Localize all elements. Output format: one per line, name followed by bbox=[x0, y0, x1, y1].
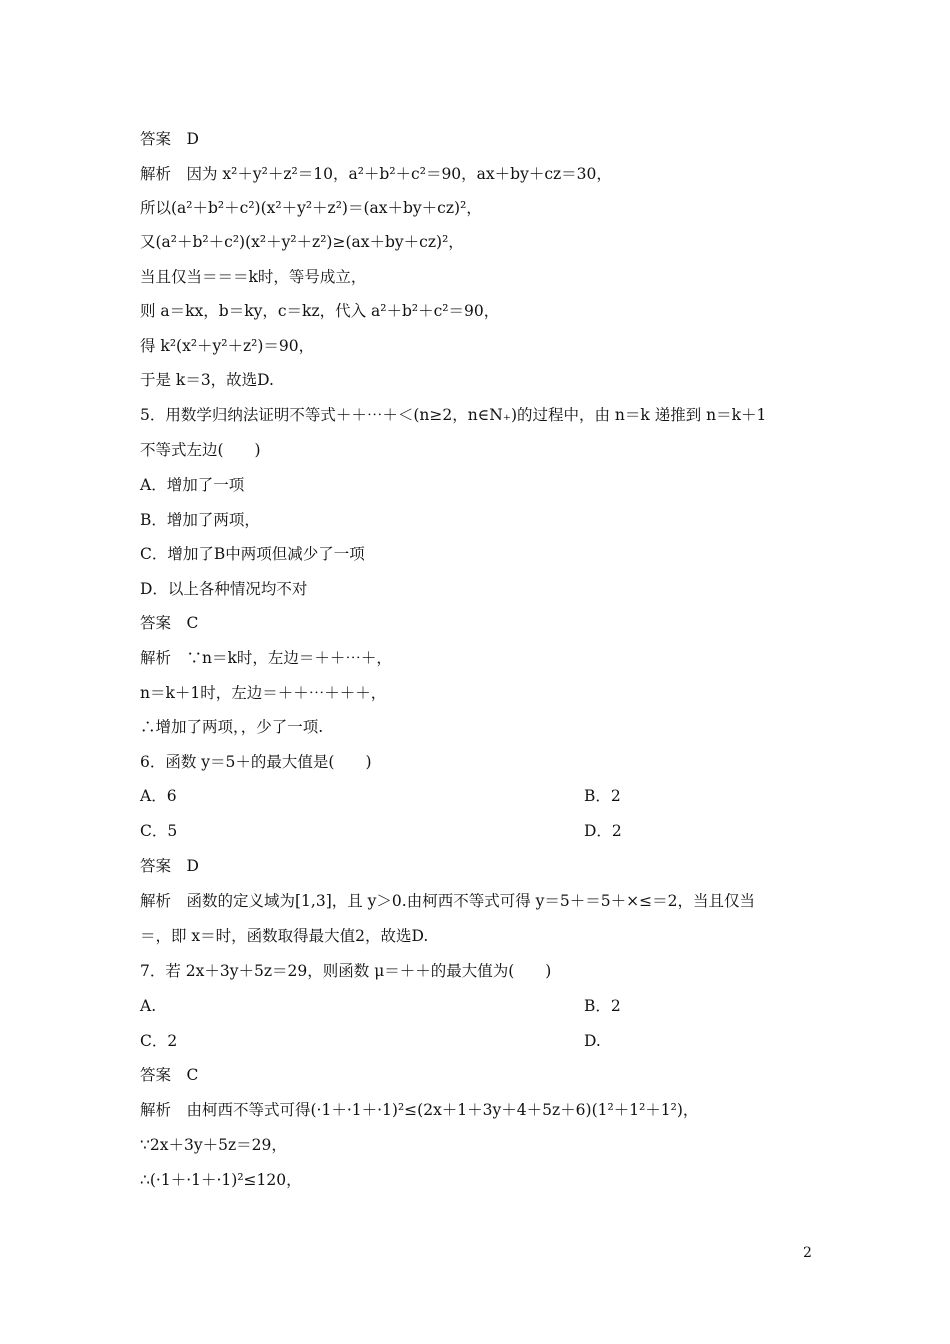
line-text: A．6 bbox=[140, 787, 177, 805]
text-line bbox=[140, 543, 365, 565]
line-text: 又(a²＋b²＋c²)(x²＋y²＋z²)≥(ax＋by＋cz)²， bbox=[140, 233, 464, 251]
line-text: n＝k＋1时，左边＝＋＋⋯＋＋＋， bbox=[140, 684, 387, 702]
line-text: 解析 函数的定义域为[1,3]，且 y＞0.由柯西不等式可得 y＝5＋＝5＋×≤＝2，当且仅当 bbox=[140, 892, 755, 910]
line-text: 答案 C bbox=[140, 1066, 199, 1084]
text-line bbox=[140, 925, 428, 947]
line-text: 不等式左边( ) bbox=[140, 441, 261, 459]
line-text: 答案 D bbox=[140, 130, 199, 148]
line-text: A．增加了一项 bbox=[140, 476, 245, 494]
line-text: ＝，即 x＝时，函数取得最大值2，故选D. bbox=[140, 927, 429, 945]
text-line bbox=[140, 369, 274, 391]
option-right: B．2 bbox=[584, 997, 621, 1015]
text-line bbox=[140, 439, 261, 461]
line-text: C．增加了B中两项但减少了一项 bbox=[140, 545, 365, 563]
text-line bbox=[140, 960, 551, 982]
text-line bbox=[140, 995, 621, 1017]
text-line bbox=[140, 163, 612, 185]
text-line bbox=[140, 785, 621, 807]
line-text: 5．用数学归纳法证明不等式＋＋⋯＋＜(n≥2，n∈N₊)的过程中，由 n＝k 递推到 n＝k＋1 bbox=[140, 406, 767, 424]
line-text: 6．函数 y＝5＋的最大值是( ) bbox=[140, 753, 372, 771]
text-line bbox=[140, 509, 260, 531]
line-text: 于是 k＝3，故选D. bbox=[140, 371, 274, 389]
line-text: 当且仅当＝＝＝k时，等号成立， bbox=[140, 268, 367, 286]
text-line bbox=[140, 820, 622, 842]
option-right: D. bbox=[584, 1032, 601, 1050]
text-line bbox=[140, 128, 199, 150]
line-text: 7．若 2x＋3y＋5z＝29，则函数 μ＝＋＋的最大值为( ) bbox=[140, 962, 552, 980]
line-text: ∴增加了两项，，少了一项. bbox=[140, 718, 324, 736]
text-line bbox=[140, 716, 323, 738]
line-text: B．增加了两项， bbox=[140, 511, 260, 529]
line-text: 解析 由柯西不等式可得(·1＋·1＋·1)²≤(2x＋1＋3y＋4＋5z＋6)(1²＋1²＋1²)， bbox=[140, 1101, 699, 1119]
text-line bbox=[140, 1030, 601, 1052]
line-text: C．5 bbox=[140, 822, 178, 840]
line-text: ∵2x＋3y＋5z＝29， bbox=[140, 1136, 287, 1154]
text-line bbox=[140, 855, 199, 877]
line-text: 答案 D bbox=[140, 857, 199, 875]
text-line bbox=[140, 1169, 302, 1191]
option-right: D．2 bbox=[584, 822, 622, 840]
line-text: 所以(a²＋b²＋c²)(x²＋y²＋z²)＝(ax＋by＋cz)²， bbox=[140, 199, 482, 217]
text-line bbox=[140, 647, 392, 669]
line-text: D．以上各种情况均不对 bbox=[140, 580, 308, 598]
text-line bbox=[140, 266, 366, 288]
text-line bbox=[140, 231, 464, 253]
text-line bbox=[140, 578, 307, 600]
line-text: 解析 ∵n＝k时，左边＝＋＋⋯＋， bbox=[140, 649, 392, 667]
line-text: ∴(·1＋·1＋·1)²≤120， bbox=[140, 1171, 302, 1189]
text-line bbox=[140, 474, 244, 496]
text-line bbox=[140, 1134, 287, 1156]
text-line bbox=[140, 404, 766, 426]
text-line bbox=[140, 751, 372, 773]
text-line bbox=[140, 682, 386, 704]
text-line bbox=[140, 890, 755, 912]
text-line bbox=[140, 1064, 198, 1086]
text-line bbox=[140, 300, 499, 322]
option-right: B．2 bbox=[584, 787, 621, 805]
line-text: C．2 bbox=[140, 1032, 178, 1050]
line-text: A. bbox=[140, 997, 157, 1015]
text-line bbox=[140, 612, 198, 634]
text-line bbox=[140, 1099, 698, 1121]
page-number: 2 bbox=[803, 1245, 812, 1261]
line-text: 得 k²(x²＋y²＋z²)＝90， bbox=[140, 337, 315, 355]
text-line bbox=[140, 335, 314, 357]
line-text: 答案 C bbox=[140, 614, 199, 632]
line-text: 则 a＝kx，b＝ky，c＝kz，代入 a²＋b²＋c²＝90， bbox=[140, 302, 500, 320]
text-line bbox=[140, 197, 482, 219]
line-text: 解析 因为 x²＋y²＋z²＝10，a²＋b²＋c²＝90，ax＋by＋cz＝30， bbox=[140, 165, 612, 183]
